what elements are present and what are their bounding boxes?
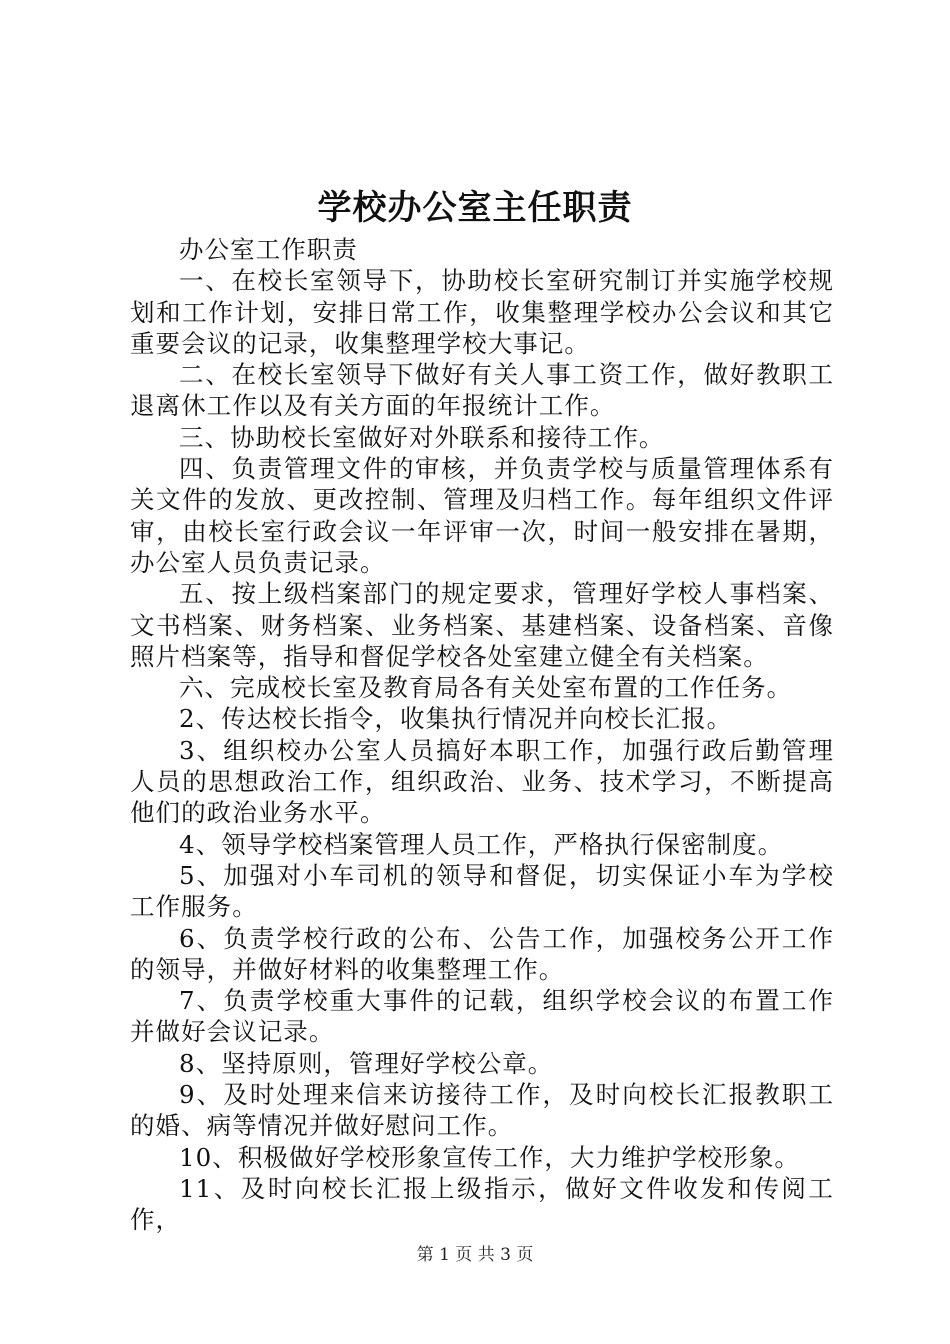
document-body: [130, 234, 834, 1236]
paragraph-item-4: 4、领导学校档案管理人员工作，严格执行保密制度。: [179, 829, 784, 859]
paragraph-duty-2: 二、在校长室领导下做好有关人事工资工作，做好教职工退离休工作以及有关方面的年报统计工作。: [130, 360, 834, 421]
paragraph-item-7: 7、负责学校重大事件的记载，组织学校会议的布置工作并做好会议记录。: [130, 986, 834, 1047]
page-number-footer: 第 1 页 共 3 页: [416, 1245, 534, 1265]
paragraph-item-5: 5、加强对小车司机的领导和督促，切实保证小车为学校工作服务。: [130, 860, 834, 922]
paragraph-item-9: 9、及时处理来信来访接待工作，及时向校长汇报教职工的婚、病等情况并做好慰问工作。: [130, 1080, 834, 1141]
paragraph-heading: 办公室工作职责: [179, 235, 358, 264]
page-title: 学校办公室主任职责: [317, 188, 633, 228]
paragraph-item-6: 6、负责学校行政的公布、公告工作，加强校务公开工作的领导，并做好材料的收集整理工作。: [130, 923, 834, 984]
paragraph-duty-1: 一、在校长室领导下，协助校长室研究制订并实施学校规划和工作计划，安排日常工作，收集整理学校办公会议和其它重要会议的记录，收集整理学校大事记。: [130, 266, 834, 358]
paragraph-item-8: 8、坚持原则，管理好学校公章。: [179, 1048, 554, 1078]
paragraph-duty-3: 三、协助校长室做好对外联系和接待工作。: [179, 422, 665, 452]
paragraph-item-11: 11、及时向校长汇报上级指示，做好文件收发和传阅工作，: [130, 1173, 834, 1235]
paragraph-duty-4: 四、负责管理文件的审核，并负责学校与质量管理体系有关文件的发放、更改控制、管理及归档工作。每年组织文件评审，由校长室行政会议一年评审一次，时间一般安排在暑期，办公室人员负责记录。: [130, 454, 834, 577]
paragraph-item-3: 3、组织校办公室人员搞好本职工作，加强行政后勤管理人员的思想政治工作，组织政治、业务、技术学习，不断提高他们的政治业务水平。: [130, 735, 834, 828]
paragraph-item-10: 10、积极做好学校形象宣传工作，大力维护学校形象。: [179, 1142, 800, 1172]
paragraph-duty-6: 六、完成校长室及教育局各有关处室布置的工作任务。: [179, 673, 793, 703]
paragraph-duty-5: 五、按上级档案部门的规定要求，管理好学校人事档案、文书档案、财务档案、业务档案、基建档案、设备档案、音像照片档案等，指导和督促学校各处室建立健全有关档案。: [130, 579, 834, 671]
paragraph-item-2: 2、传达校长指令，收集执行情况并向校长汇报。: [179, 704, 733, 734]
